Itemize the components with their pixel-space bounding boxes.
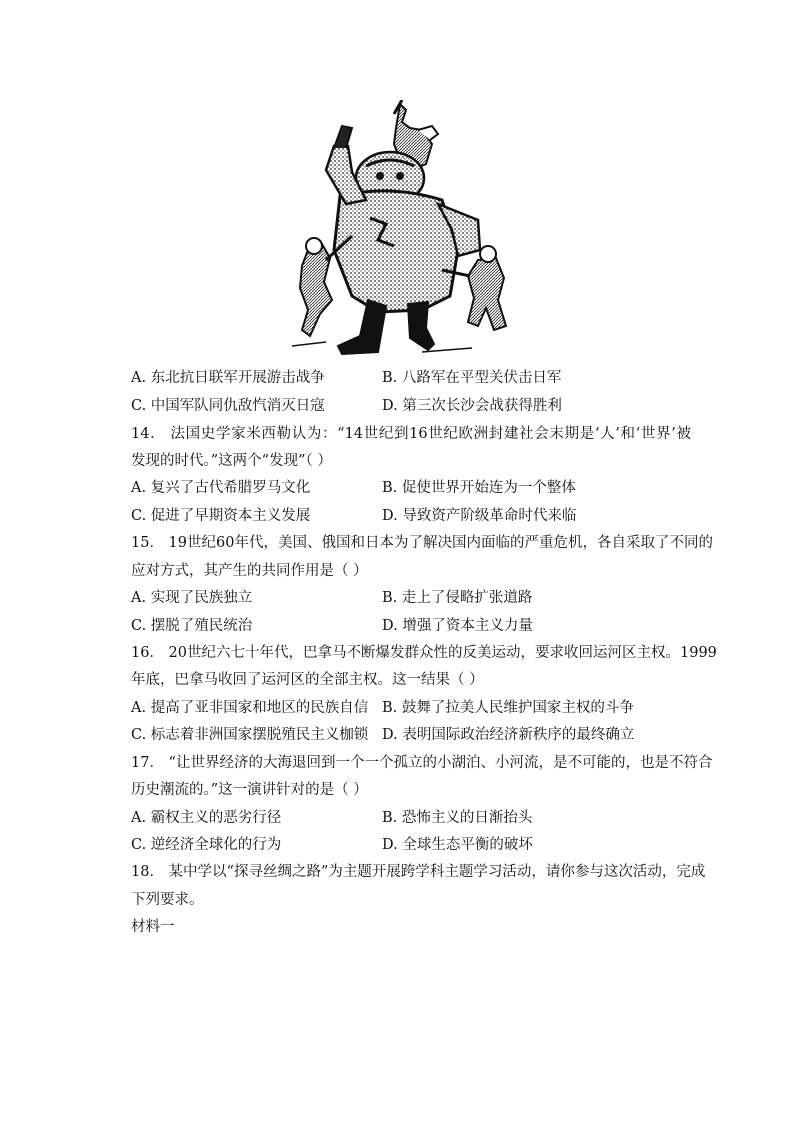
q16-stem-line2: 年底，巴拿马收回了运河区的全部主权。这一结果（ ） xyxy=(131,672,484,688)
q13-option-a: A. 东北抗日联军开展游击战争 xyxy=(131,370,325,386)
q14-option-c: C. 促进了早期资本主义发展 xyxy=(131,508,311,524)
q14-option-b: B. 促使世界开始连为一个整体 xyxy=(382,480,576,496)
q14-option-a: A. 复兴了古代希腊罗马文化 xyxy=(131,480,311,496)
q15-option-b: B. 走上了侵略扩张道路 xyxy=(382,590,533,606)
q18-stem-line1: 18． 某中学以“探寻丝绸之路”为主题开展跨学科主题学习活动，请你参与这次活动，完成 xyxy=(131,864,706,880)
q15-option-d: D. 增强了资本主义力量 xyxy=(382,618,533,634)
q13-option-c: C. 中国军队同仇敌忾消灭日寇 xyxy=(131,398,325,414)
q17-option-d: D. 全球生态平衡的破坏 xyxy=(382,837,533,853)
q15-option-c: C. 摆脱了殖民统治 xyxy=(131,618,253,634)
q16-option-c: C. 标志着非洲国家摆脱殖民主义枷锁 xyxy=(131,727,369,743)
q14-option-d: D. 导致资产阶级革命时代来临 xyxy=(382,508,577,524)
q16-stem-line1: 16． 20世纪六七十年代，巴拿马不断爆发群众性的反美运动，要求收回运河区主权。1999 xyxy=(131,645,717,661)
q17-stem-line2: 历史潮流的。”这一演讲针对的是（ ） xyxy=(131,782,368,798)
q17-option-a: A. 霸权主义的恶劣行径 xyxy=(131,810,282,826)
q15-stem-line1: 15． 19世纪60年代，美国、俄国和日本为了解决国内面临的严重危机，各自采取了不同的 xyxy=(131,535,713,551)
q16-option-b: B. 鼓舞了拉美人民维护国家主权的斗争 xyxy=(382,700,634,716)
q17-option-b: B. 恐怖主义的日渐抬头 xyxy=(382,810,533,826)
q15-stem-line2: 应对方式，其产生的共同作用是（ ） xyxy=(131,563,368,579)
q14-stem-line2: 发现的时代。”这两个“发现”（ ） xyxy=(131,453,332,469)
q18-material-label: 材料一 xyxy=(131,919,175,935)
q18-stem-line2: 下列要求。 xyxy=(131,892,204,908)
q17-stem-line1: 17． “让世界经济的大海退回到一个一个孤立的小湖泊、小河流，是不可能的，也是不符合 xyxy=(131,755,713,771)
q16-option-d: D. 表明国际政治经济新秩序的最终确立 xyxy=(382,727,635,743)
q15-option-a: A. 实现了民族独立 xyxy=(131,590,253,606)
q16-option-a: A. 提高了亚非国家和地区的民族自信 xyxy=(131,700,369,716)
q14-stem-line1: 14． 法国史学家米西勒认为：“14世纪到16世纪欧洲封建社会末期是‘人’和‘世界’被 xyxy=(131,426,691,442)
q13-option-d: D. 第三次长沙会战获得胜利 xyxy=(382,398,562,414)
political-cartoon-illustration xyxy=(282,100,518,358)
q17-option-c: C. 逆经济全球化的行为 xyxy=(131,837,282,853)
q13-option-b: B. 八路军在平型关伏击日军 xyxy=(382,370,562,386)
